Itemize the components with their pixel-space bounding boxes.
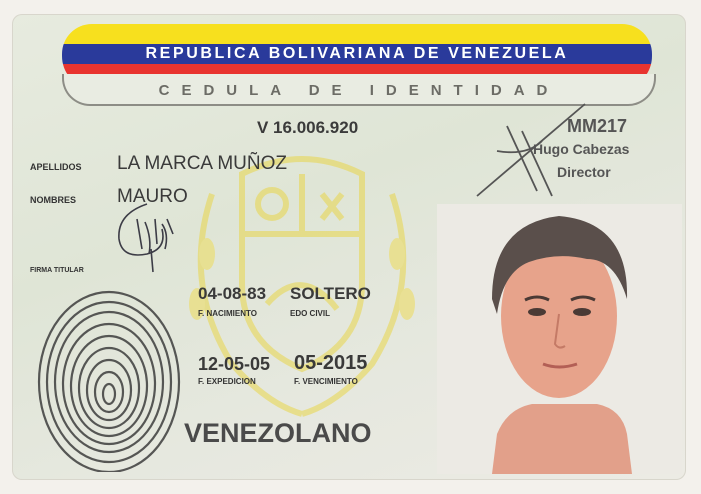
civil-status-value: SOLTERO	[290, 284, 371, 303]
signature-label: FIRMA TITULAR	[30, 267, 84, 274]
document-title: CEDULA DE IDENTIDAD	[158, 82, 560, 99]
id-number: V 16.006.920	[257, 118, 359, 137]
nationality-value: VENEZOLANO	[184, 418, 372, 448]
flag-yellow-stripe	[62, 24, 652, 44]
issue-date-value: 12-05-05	[198, 354, 271, 374]
expiry-date-value: 05-2015	[294, 352, 368, 374]
surnames-value: LA MARCA MUÑOZ	[117, 153, 287, 174]
country-name: REPUBLICA BOLIVARIANA DE VENEZUELA	[145, 45, 569, 62]
director-name: Hugo Cabezas	[533, 141, 630, 157]
portrait-icon	[437, 204, 682, 474]
birth-date-label: F. NACIMIENTO	[198, 309, 257, 318]
issue-date-label: F. EXPEDICION	[198, 377, 256, 386]
civil-status-label: EDO CIVIL	[290, 309, 331, 318]
holder-signature-icon	[107, 194, 187, 274]
names-label: NOMBRES	[30, 195, 77, 205]
id-card	[12, 14, 686, 480]
expiry-date-label: F. VENCIMIENTO	[294, 377, 358, 386]
director-code: MM217	[567, 116, 628, 136]
birth-date-value: 04-08-83	[198, 284, 267, 303]
names-value: MAURO	[117, 186, 188, 207]
holder-photo	[437, 204, 682, 474]
director-title: Director	[557, 164, 611, 180]
surnames-label: APELLIDOS	[30, 162, 82, 172]
fingerprint-icon	[34, 282, 184, 472]
